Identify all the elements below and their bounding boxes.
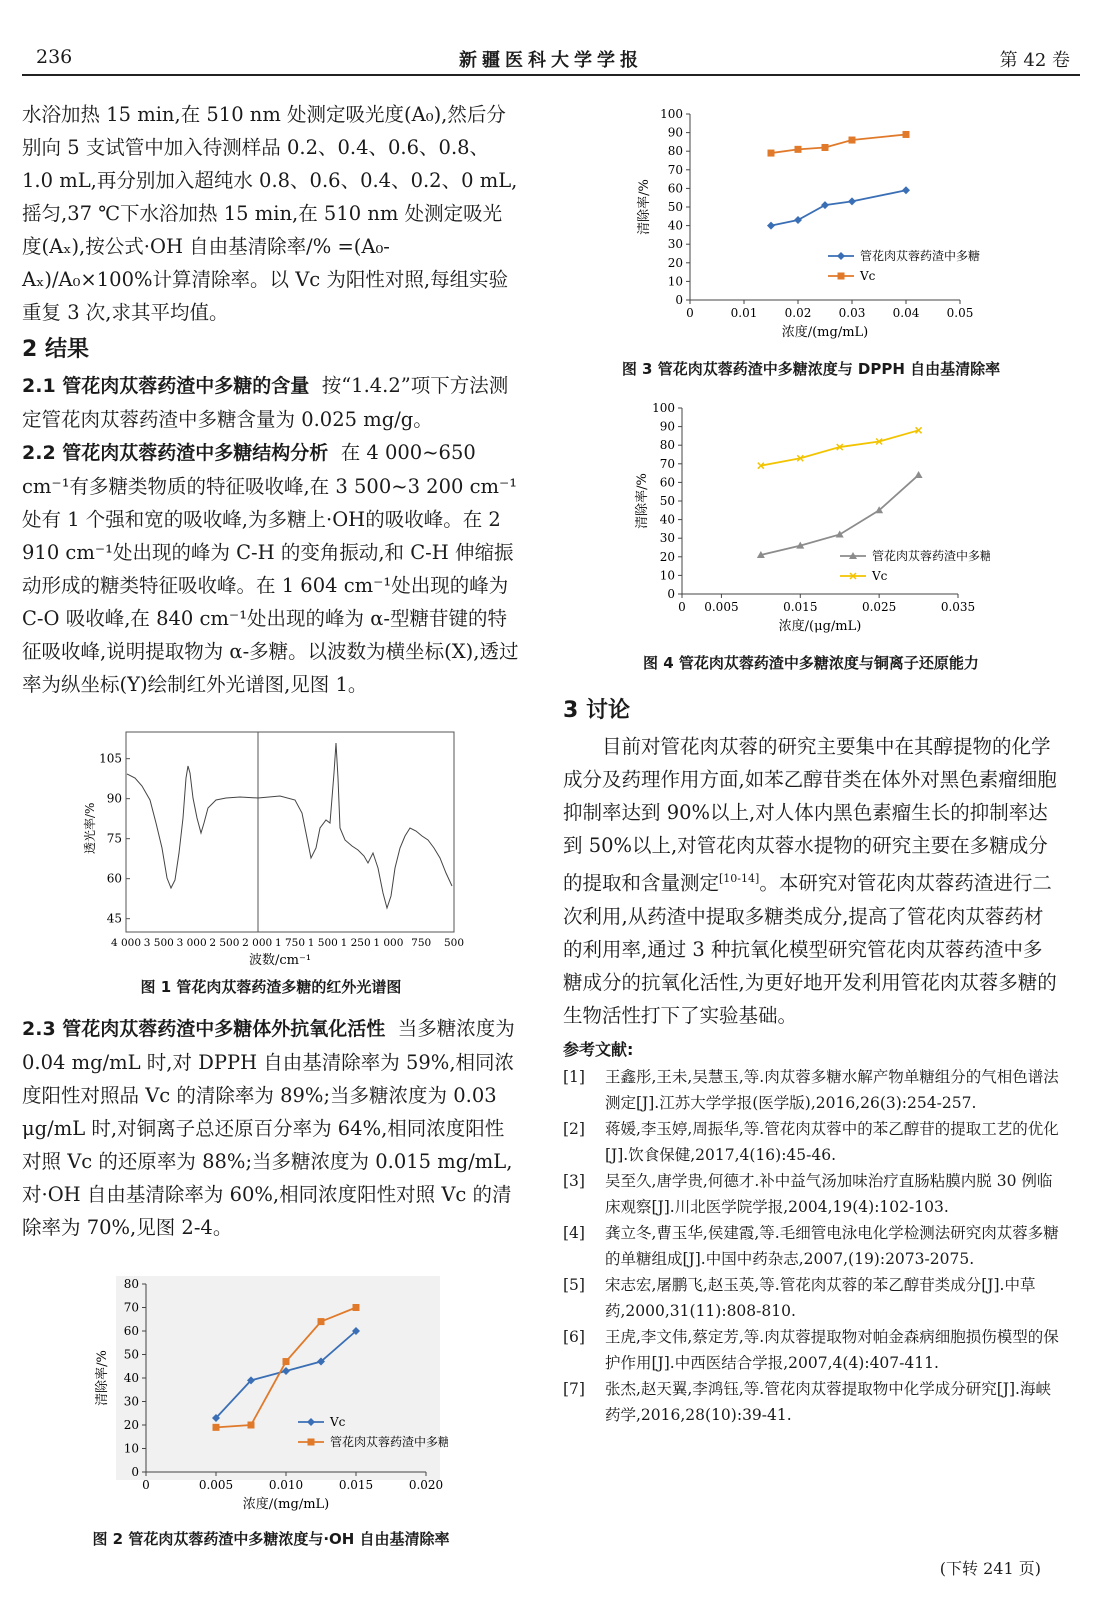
data-point <box>849 137 856 144</box>
references-heading: 参考文献: <box>563 1039 634 1059</box>
reference-text: 王鑫彤,王未,吴慧玉,等.肉苁蓉多糖水解产物单糖组分的气相色谱法测定[J].江苏大学学报(医学版),2016,26(3):254-257. <box>605 1067 1059 1112</box>
x-tick-label: 4 000 <box>110 937 142 949</box>
figure-1-caption: 图 1 管花肉苁蓉药渣多糖的红外光谱图 <box>140 978 402 996</box>
y-tick-label: 40 <box>659 512 675 527</box>
y-tick-label: 30 <box>659 531 675 546</box>
legend-label: Vc <box>330 1415 346 1429</box>
x-tick-labels <box>111 937 464 949</box>
data-point <box>836 530 844 537</box>
data-point <box>248 1422 255 1429</box>
reference-item <box>563 1324 1059 1376</box>
references-list <box>563 1064 1059 1428</box>
y-tick-label: 45 <box>106 911 122 926</box>
reference-item <box>563 1168 1059 1220</box>
reference-number: [2] <box>563 1119 585 1138</box>
x-tick-label: 1 500 <box>307 937 338 949</box>
y-axis-label: 清除率/% <box>95 1350 110 1406</box>
x-tick-label: 750 <box>411 937 432 949</box>
figure-4 <box>630 398 990 646</box>
y-tick-label: 50 <box>667 200 683 214</box>
dpph-scavenging-chart <box>630 102 990 352</box>
reference-text: 蒋媛,李玉婷,周振华,等.管花肉苁蓉中的苯乙醇苷的提取工艺的优化[J].饮食保健,2017,4(16):45-46. <box>605 1119 1059 1164</box>
x-tick-label: 1 250 <box>340 937 371 949</box>
series-0 <box>757 471 990 563</box>
reference-number: [5] <box>563 1275 585 1294</box>
y-tick-label: 10 <box>667 274 683 289</box>
y-tick-label: 10 <box>123 1441 139 1456</box>
y-tick-label: 30 <box>123 1394 139 1409</box>
reference-text: 吴至久,唐学贵,何德才.补中益气汤加味治疗直肠粘膜内脱 30 例临床观察[J].川北医学院学报,2004,19(4):102-103. <box>605 1171 1053 1216</box>
legend-label: 管花肉苁蓉药渣中多糖 <box>860 249 981 263</box>
y-tick-label: 60 <box>123 1324 139 1338</box>
reference-item <box>563 1376 1059 1428</box>
y-tick-label: 40 <box>123 1371 139 1385</box>
y-tick-label: 90 <box>659 419 675 434</box>
data-point <box>768 150 775 157</box>
y-tick-label: 90 <box>106 791 122 806</box>
legend-marker <box>308 1439 315 1446</box>
legend-marker <box>838 273 845 280</box>
x-tick-label: 0.02 <box>784 306 812 320</box>
section-2-2-title: 2.2 管花肉苁蓉药渣中多糖结构分析 <box>22 442 329 464</box>
x-axis-label: 浓度/(mg/mL) <box>242 1497 330 1512</box>
reference-item <box>563 1272 1059 1324</box>
x-tick-label: 0.005 <box>198 1478 234 1492</box>
series-line <box>761 475 919 555</box>
y-tick-label: 70 <box>123 1300 139 1315</box>
x-tick-label: 3 500 <box>143 937 174 949</box>
reference-text: 龚立冬,曹玉华,侯建霞,等.毛细管电泳电化学检测法研究肉苁蓉多糖的单糖组成[J].中国中药杂志,2007,(19):2073-2075. <box>605 1223 1059 1268</box>
x-tick-label: 0 <box>686 306 694 320</box>
section-2-1-text: 按“1.4.2”项下方法测定管花肉苁蓉药渣中多糖含量为 0.025 mg/g。 <box>22 374 509 431</box>
data-point <box>848 197 856 205</box>
legend-label: Vc <box>872 569 888 583</box>
reference-text: 张杰,赵天翼,李鸿钰,等.管花肉苁蓉提取物中化学成分研究[J].海峡药学,2016,28(10):39-41. <box>605 1379 1051 1424</box>
y-tick-label: 30 <box>667 237 683 252</box>
figure-3-caption: 图 3 管花肉苁蓉药渣中多糖浓度与 DPPH 自由基清除率 <box>621 360 1001 378</box>
data-point <box>794 216 802 224</box>
section-2-3-title: 2.3 管花肉苁蓉药渣中多糖体外抗氧化活性 <box>22 1018 386 1040</box>
x-tick-label: 1 000 <box>373 937 404 949</box>
legend-label: 管花肉苁蓉药渣中多糖 <box>330 1435 448 1449</box>
results-heading: 2 结果 <box>22 337 89 362</box>
left-column-lower <box>22 1012 520 1244</box>
data-point <box>213 1424 220 1431</box>
series-line <box>771 190 906 225</box>
x-tick-label: 3 000 <box>176 937 207 949</box>
citation: [10-14] <box>719 872 760 885</box>
data-point <box>822 144 829 151</box>
section-2-3-text: 当多糖浓度为 0.04 mg/mL 时,对 DPPH 自由基清除率为 59%,相同浓度阳性对照品 Vc 的清除率为 89%;当多糖浓度为 0.03 μg/mL 时,对铜离子总还原百分率为 64%,相同浓度阳性对照 Vc 的还原率为 88%;当多糖浓度为 0.015 mg/mL,对·OH 自由基清除率为 60%,相同浓度阳性对照 Vc 的清除率为 70%,见图 2-4。 <box>22 1017 515 1239</box>
legend-label: Vc <box>860 269 876 283</box>
reference-number: [7] <box>563 1379 585 1398</box>
x-tick-label: 1 750 <box>274 937 306 949</box>
y-tick-label: 10 <box>659 568 675 583</box>
volume-label: 第 42 卷 <box>999 50 1070 71</box>
data-point <box>283 1358 290 1365</box>
y-tick-label: 100 <box>660 107 683 121</box>
y-tick-label: 100 <box>652 401 675 415</box>
y-tick-label: 0 <box>667 587 675 601</box>
data-point <box>915 471 923 478</box>
x-tick-label: 0.015 <box>338 1478 374 1492</box>
data-point <box>767 222 775 230</box>
y-tick-label: 70 <box>659 456 675 471</box>
x-axis-label: 浓度/(mg/mL) <box>781 325 869 340</box>
x-tick-label: 0.005 <box>704 600 739 614</box>
y-tick-label: 0 <box>675 293 683 307</box>
x-tick-label: 0.025 <box>861 600 897 614</box>
y-axis-label: 清除率/% <box>635 473 650 529</box>
section-2-1-title: 2.1 管花肉苁蓉药渣中多糖的含量 <box>22 375 310 397</box>
reference-item <box>563 1064 1059 1116</box>
y-tick-label: 20 <box>659 549 675 564</box>
plot-background <box>116 1276 440 1480</box>
y-tick-label: 50 <box>123 1347 139 1362</box>
x-tick-label: 0.03 <box>838 306 866 320</box>
reference-number: [6] <box>563 1327 585 1346</box>
figure-4-caption: 图 4 管花肉苁蓉药渣中多糖浓度与铜离子还原能力 <box>643 654 979 672</box>
x-tick-label: 0.035 <box>940 600 976 614</box>
x-tick-label: 500 <box>443 937 465 949</box>
y-tick-label: 80 <box>659 438 675 453</box>
data-point <box>353 1304 360 1311</box>
x-tick-label: 0.04 <box>892 306 920 320</box>
discussion-text: 目前对管花肉苁蓉的研究主要集中在其醇提物的化学成分及药理作用方面,如苯乙醇苷类在体外对黑色素瘤细胞抑制率达到 90%以上,对人体内黑色素瘤生长的抑制率达到 50%以上,对管花肉苁蓉水提物的研究主要在多糖成分的提取和含量测定 <box>563 735 1057 895</box>
y-tick-label: 40 <box>667 218 683 233</box>
x-tick-label: 0.01 <box>730 306 758 320</box>
page-number: 236 <box>36 46 73 68</box>
right-column <box>563 690 1059 1428</box>
y-tick-label: 80 <box>667 144 683 159</box>
data-point <box>318 1318 325 1325</box>
reference-text: 宋志宏,屠鹏飞,赵玉英,等.管花肉苁蓉的苯乙醇苷类成分[J].中草药,2000,31(11):808-810. <box>605 1275 1036 1320</box>
x-tick-label: 0.05 <box>946 306 974 320</box>
y-tick-label: 105 <box>99 751 122 766</box>
data-point <box>903 131 910 138</box>
figure-2 <box>88 1272 448 1524</box>
series-line <box>771 134 906 153</box>
y-tick-labels <box>99 752 130 926</box>
y-axis-label: 透光率/% <box>83 802 97 854</box>
reference-number: [3] <box>563 1171 585 1190</box>
journal-name: 新疆医科大学学报 <box>459 50 643 71</box>
section-2-2-text: 在 4 000~650 cm⁻¹有多糖类物质的特征吸收峰,在 3 500~3 200 cm⁻¹处有 1 个强和宽的吸收峰,为多糖上·OH的吸收峰。在 2 910 cm⁻¹处出现的峰为 C-H 的变角振动,和 C-H 伸缩振动形成的糖类特征吸收峰。在 1 604 cm⁻¹处出现的峰为 C-O 吸收峰,在 840 cm⁻¹处出现的峰为 α-型糖苷键的特征吸收峰,说明提取物为 α-多糖。以波数为横坐标(X),透过率为纵坐标(Y)绘制红外光谱图,见图 1。 <box>22 441 519 696</box>
copper-reduction-chart <box>630 398 990 646</box>
x-tick-label: 0 <box>678 600 686 614</box>
y-tick-label: 60 <box>106 871 122 886</box>
y-tick-label: 0 <box>131 1465 139 1479</box>
ir-spectrum-chart <box>80 728 470 968</box>
legend-label: 管花肉苁蓉药渣中多糖 <box>872 549 990 563</box>
x-tick-label: 0.015 <box>783 600 818 614</box>
data-point <box>821 201 829 209</box>
x-tick-label: 0.020 <box>408 1478 444 1492</box>
x-axis-label: 波数/cm⁻¹ <box>248 953 312 968</box>
oh-scavenging-chart <box>88 1272 448 1524</box>
y-axis-label: 清除率/% <box>637 179 652 235</box>
legend-marker <box>837 252 845 260</box>
x-tick-label: 0 <box>142 1478 150 1492</box>
data-point <box>795 146 802 153</box>
y-tick-label: 75 <box>106 831 122 846</box>
method-paragraph: 水浴加热 15 min,在 510 nm 处测定吸光度(A₀),然后分别向 5 支试管中加入待测样品 0.2、0.4、0.6、0.8、1.0 mL,再分别加入超纯水 0.8、0.6、0.4、0.2、0 mL,摇匀,37 ℃下水浴加热 15 min,在 510 nm 处测定吸光度(Aₓ),按公式·OH 自由基清除率/% =(A₀-Aₓ)/A₀×100%计算清除率。以 Vc 为阳性对照,每组实验重复 3 次,求其平均值。 <box>22 103 518 324</box>
continued-note: (下转 241 页) <box>939 1559 1041 1578</box>
reference-item <box>563 1220 1059 1272</box>
reference-number: [1] <box>563 1067 585 1086</box>
left-column <box>22 98 520 701</box>
reference-item <box>563 1116 1059 1168</box>
page-header <box>22 40 1080 76</box>
discussion-text-2: 。本研究对管花肉苁蓉药渣进行二次利用,从药渣中提取多糖类成分,提高了管花肉苁蓉药材的利用率,通过 3 种抗氧化模型研究管花肉苁蓉药渣中多糖成分的抗氧化活性,为更好地开发利用管花肉苁蓉多糖的生物活性打下了实验基础。 <box>563 871 1057 1027</box>
discussion-heading: 3 讨论 <box>563 698 630 723</box>
y-tick-label: 20 <box>123 1418 139 1432</box>
figure-1 <box>80 728 470 968</box>
y-tick-label: 90 <box>667 125 683 140</box>
y-tick-label: 80 <box>123 1277 139 1291</box>
figure-3 <box>630 102 990 352</box>
y-tick-label: 20 <box>667 255 683 270</box>
y-tick-label: 70 <box>667 162 683 177</box>
x-tick-label: 0.010 <box>268 1478 304 1492</box>
x-tick-label: 2 000 <box>242 937 273 949</box>
reference-number: [4] <box>563 1223 585 1242</box>
y-tick-label: 60 <box>667 181 683 196</box>
plot-frame <box>126 732 454 932</box>
figure-2-caption: 图 2 管花肉苁蓉药渣中多糖浓度与·OH 自由基清除率 <box>92 1530 450 1548</box>
y-tick-label: 50 <box>659 494 675 508</box>
x-axis-label: 浓度/(μg/mL) <box>778 619 862 634</box>
discussion-paragraph <box>563 730 1059 1032</box>
data-point <box>902 186 910 194</box>
series-0 <box>767 186 980 263</box>
y-tick-label: 60 <box>659 475 675 490</box>
reference-text: 王虎,李文伟,蔡定芳,等.肉苁蓉提取物对帕金森病细胞损伤模型的保护作用[J].中西医结合学报,2007,4(4):407-411. <box>605 1327 1059 1372</box>
x-tick-label: 2 500 <box>209 937 240 949</box>
